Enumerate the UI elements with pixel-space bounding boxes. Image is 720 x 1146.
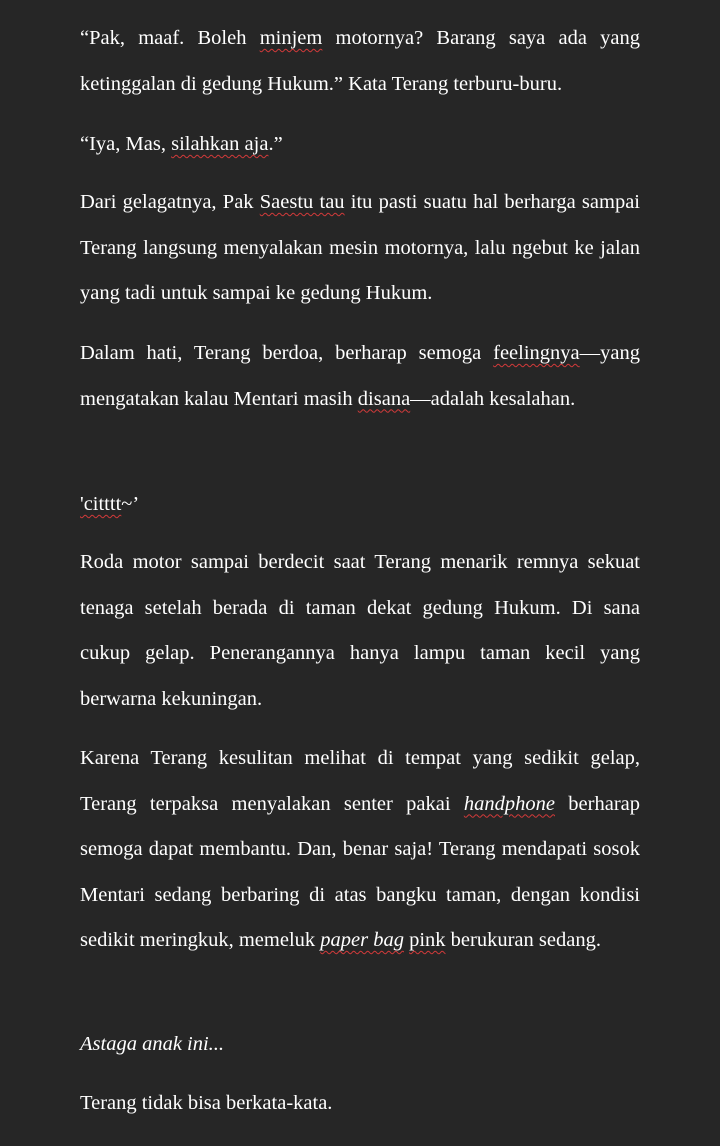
spellcheck-word: pink [409, 929, 446, 951]
text-run: itu pasti suatu hal berharga sampai Terang langsung menyalakan mesin motornya, lalu ngebut ke jalan yang tadi untuk sampai ke gedung Hukum. [80, 191, 640, 304]
paragraph-5 [80, 482, 139, 528]
text-run: Dalam hati, Terang berdoa, berharap semoga [80, 342, 494, 364]
paragraph-2 [80, 122, 283, 168]
text-run: berharap semoga dapat membantu. Dan, benar saja! Terang mendapati sosok Mentari sedang berbaring di atas bangku taman, dengan kondisi sedikit meringkuk, memeluk [80, 792, 640, 951]
spellcheck-word: minjem [259, 27, 323, 49]
paragraph-1 [80, 16, 640, 107]
text-run: ~’ [121, 493, 140, 515]
text-run: “Pak, maaf. Boleh [80, 27, 260, 49]
text-run: Roda motor sampai berdecit saat Terang menarik remnya sekuat tenaga setelah berada di taman dekat gedung Hukum. Di sana cukup gelap. Penerangannya hanya lampu taman kecil yang berwarna kekuningan. [80, 551, 640, 710]
spellcheck-word-italic: handphone [463, 792, 555, 815]
paragraph-9 [80, 1081, 332, 1127]
paragraph-6 [80, 540, 640, 722]
paragraph-7 [80, 736, 640, 964]
paragraph-4 [80, 331, 640, 422]
text-run: —adalah kesalahan. [410, 387, 576, 410]
spellcheck-word: feelingnya [493, 342, 580, 364]
paragraph-3 [80, 180, 640, 317]
spellcheck-word-italic: paper bag [320, 929, 404, 951]
spellcheck-word: silahkan aja [171, 133, 269, 155]
italic-text: Astaga anak ini... [80, 1033, 225, 1055]
text-run: berukuran sedang. [445, 929, 601, 951]
spellcheck-word: 'citttt [80, 493, 122, 515]
text-run: —yang mengatakan kalau Mentari masih [80, 342, 640, 410]
text-run: .” [268, 133, 283, 155]
text-run: “Iya, Mas, [80, 133, 172, 155]
spellcheck-word: Saestu tau [259, 191, 345, 213]
text-run: Dari gelagatnya, Pak [80, 191, 260, 213]
text-run: Karena Terang kesulitan melihat di tempat yang sedikit gelap, Terang terpaksa menyalakan senter pakai [80, 747, 640, 815]
spellcheck-word: disana [357, 387, 411, 410]
text-run: motornya? Barang saya ada yang ketinggalan di gedung Hukum.” Kata Terang terburu-buru. [80, 27, 640, 95]
paragraph-8 [80, 1022, 224, 1068]
text-run: Terang tidak bisa berkata-kata. [80, 1092, 333, 1114]
